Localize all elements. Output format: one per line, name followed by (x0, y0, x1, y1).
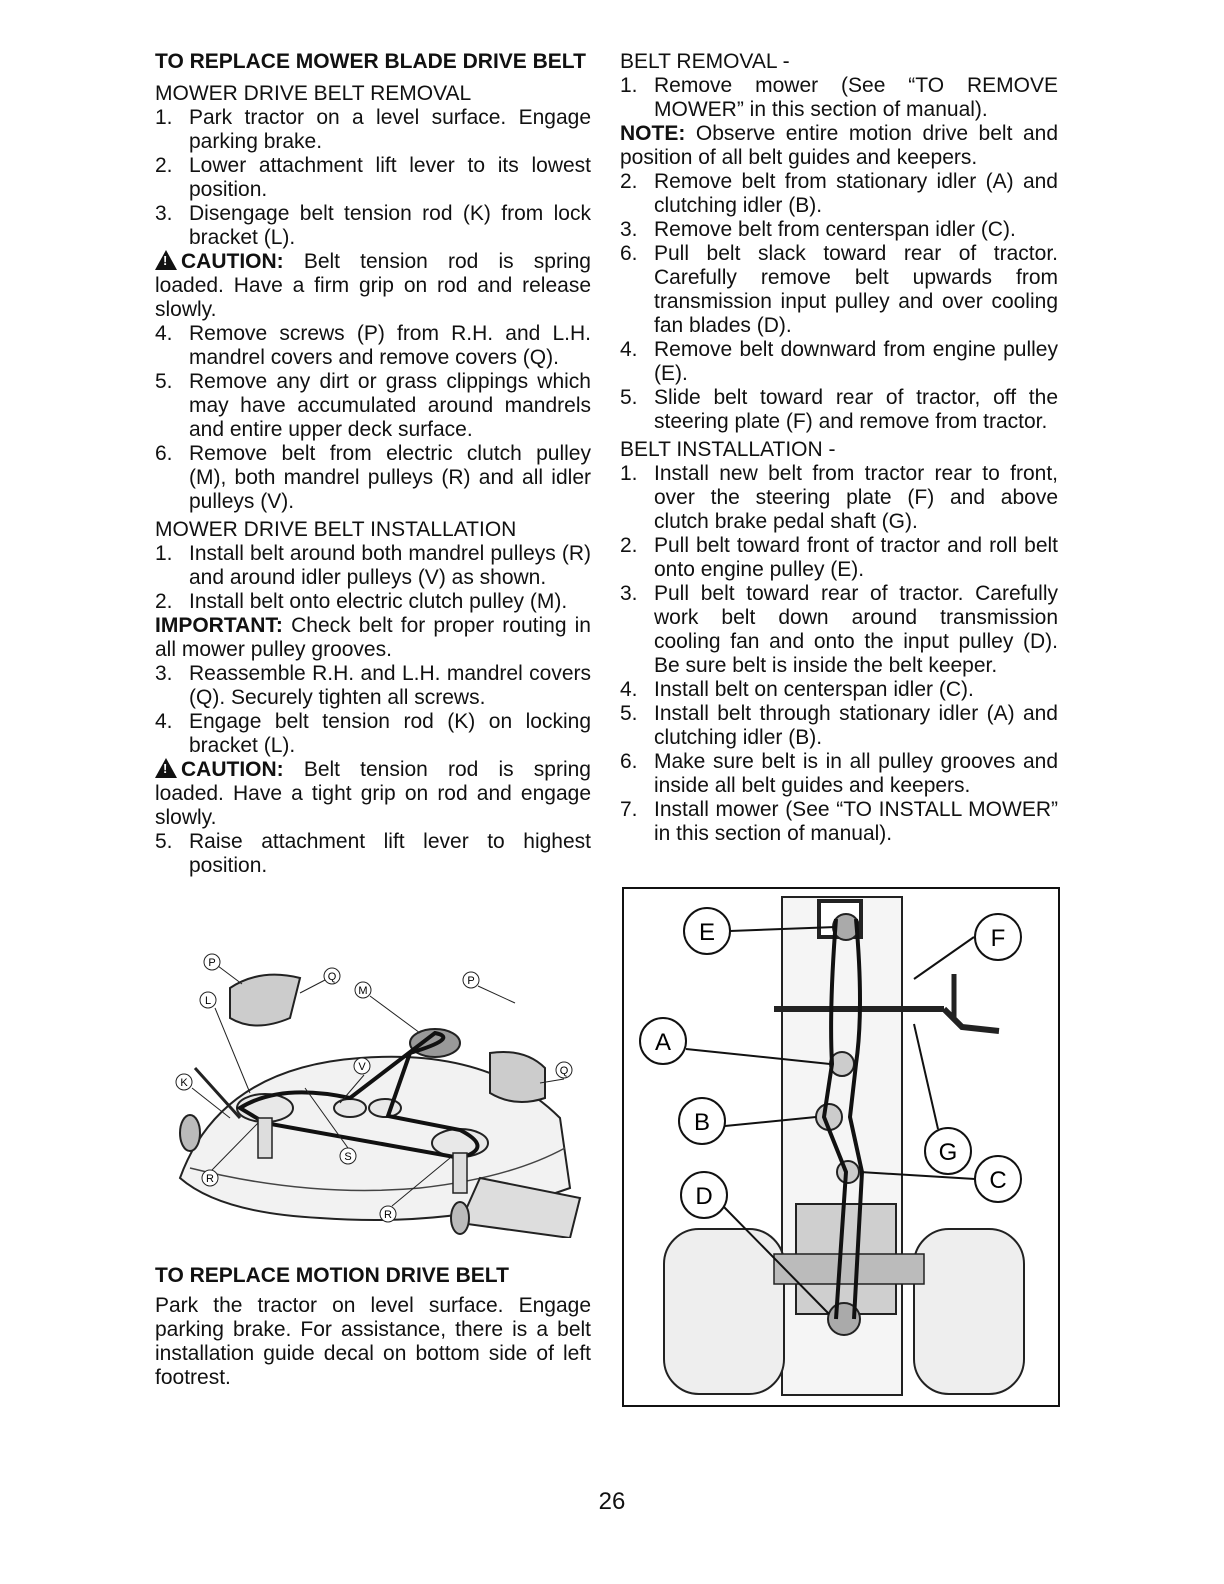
deck-label-k: K (180, 1077, 188, 1089)
list-item: 2. Remove belt from stationary idler (A) and clutching idler (B). (620, 170, 1058, 217)
deck-label-s: S (344, 1151, 352, 1163)
list-item: 5. Remove any dirt or grass clippings which may have accumulated around mandrels and entire upper deck surface. (155, 370, 591, 441)
list-item: 5. Raise attachment lift lever to highest position. (155, 830, 591, 877)
deck-label-p-right: P (467, 975, 475, 987)
section-title-mower-belt: TO REPLACE MOWER BLADE DRIVE BELT (155, 50, 586, 73)
left-column (155, 50, 591, 878)
deck-label-r: R (206, 1173, 214, 1185)
mower-deck-diagram (160, 948, 590, 1238)
warning-icon (155, 758, 177, 778)
list-item: 5. Slide belt toward rear of tractor, off the steering plate (F) and remove from tractor. (620, 386, 1058, 433)
list-item: 2. Lower attachment lift lever to its lowest position. (155, 154, 591, 201)
install-heading: MOWER DRIVE BELT INSTALLATION (155, 518, 517, 541)
install-steps-c (155, 830, 591, 878)
chassis-label-c: C (989, 1167, 1007, 1194)
caution-note-2: !CAUTION: Belt tension rod is spring loaded. Have a tight grip on rod and engage slowly. (155, 758, 591, 830)
list-item: 1. Install belt around both mandrel pulleys (R) and around idler pulleys (V) as shown. (155, 542, 591, 589)
list-item: 4. Remove belt downward from engine pulley (E). (620, 338, 1058, 385)
list-item: 4. Install belt on centerspan idler (C). (620, 678, 974, 701)
list-item: 6. Pull belt slack toward rear of tractor. Carefully remove belt upwards from transmission input pulley and over cooling fan blades (D). (620, 242, 1058, 337)
belt-removal-steps-a (620, 74, 1058, 122)
right-column (620, 50, 1058, 846)
section-title-motion-belt: TO REPLACE MOTION DRIVE BELT (155, 1264, 509, 1287)
chassis-label-d: D (695, 1183, 713, 1210)
list-item: 3. Disengage belt tension rod (K) from lock bracket (L). (155, 202, 591, 249)
list-item: 1. Park tractor on a level surface. Engage parking brake. (155, 106, 591, 153)
belt-install-steps (620, 462, 1058, 846)
list-item: 5. Install belt through stationary idler (A) and clutching idler (B). (620, 702, 1058, 749)
list-item: 3. Remove belt from centerspan idler (C). (620, 218, 1016, 241)
deck-label-m: M (358, 985, 368, 997)
list-item: 6. Make sure belt is in all pulley grooves and inside all belt guides and keepers. (620, 750, 1058, 797)
removal-heading: MOWER DRIVE BELT REMOVAL (155, 82, 472, 105)
important-note: IMPORTANT: Check belt for proper routing in all mower pulley grooves. (155, 614, 591, 661)
motion-intro-text: Park the tractor on level surface. Engage parking brake. For assistance, there is a belt installation guide decal on bottom side of left footrest. (155, 1294, 591, 1389)
list-item: 1. Remove mower (See “TO REMOVE MOWER” in this section of manual). (620, 74, 1058, 121)
deck-label-q-right: Q (559, 1065, 569, 1077)
removal-steps-a (155, 106, 591, 250)
list-item: 4. Remove screws (P) from R.H. and L.H. mandrel covers and remove covers (Q). (155, 322, 591, 369)
page-number: 26 (598, 1488, 626, 1515)
list-item: 4. Engage belt tension rod (K) on locking bracket (L). (155, 710, 591, 757)
deck-label-v: V (358, 1061, 366, 1073)
deck-label-q: Q (327, 971, 337, 983)
list-item: 2. Install belt onto electric clutch pulley (M). (155, 590, 568, 613)
chassis-label-g: G (938, 1139, 958, 1166)
caution-note-1: !CAUTION: Belt tension rod is spring loaded. Have a firm grip on rod and release slowly. (155, 250, 591, 322)
warning-icon (155, 250, 177, 270)
deck-label-l: L (204, 995, 212, 1007)
list-item: 3. Reassemble R.H. and L.H. mandrel covers (Q). Securely tighten all screws. (155, 662, 591, 709)
motion-belt-svg (624, 889, 1058, 1405)
motion-drive-section (155, 1264, 591, 1390)
chassis-label-a: A (654, 1029, 672, 1056)
note: NOTE: Observe entire motion drive belt and position of all belt guides and keepers. (620, 122, 1058, 169)
list-item: 6. Remove belt from electric clutch pulley (M), both mandrel pulleys (R) and all idler pulleys (V). (155, 442, 591, 513)
belt-removal-heading: BELT REMOVAL - (620, 50, 790, 73)
belt-removal-steps-b (620, 170, 1058, 434)
belt-install-heading: BELT INSTALLATION - (620, 438, 836, 461)
list-item: 7. Install mower (See “TO INSTALL MOWER” in this section of manual). (620, 798, 1058, 845)
motion-belt-diagram (622, 887, 1060, 1407)
chassis-label-f: F (990, 925, 1006, 952)
install-steps-a (155, 542, 591, 614)
chassis-label-b: B (693, 1109, 711, 1136)
deck-label-p: P (208, 957, 216, 969)
install-steps-b (155, 662, 591, 758)
list-item: 1. Install new belt from tractor rear to front, over the steering plate (F) and above clutch brake pedal shaft (G). (620, 462, 1058, 533)
chassis-label-e: E (698, 919, 716, 946)
deck-label-r-right: R (384, 1209, 392, 1221)
list-item: 2. Pull belt toward front of tractor and roll belt onto engine pulley (E). (620, 534, 1058, 581)
removal-steps-b (155, 322, 591, 514)
list-item: 3. Pull belt toward rear of tractor. Carefully work belt down around transmission cooling fan and onto the input pulley (D). Be sure belt is inside the belt keeper. (620, 582, 1058, 677)
